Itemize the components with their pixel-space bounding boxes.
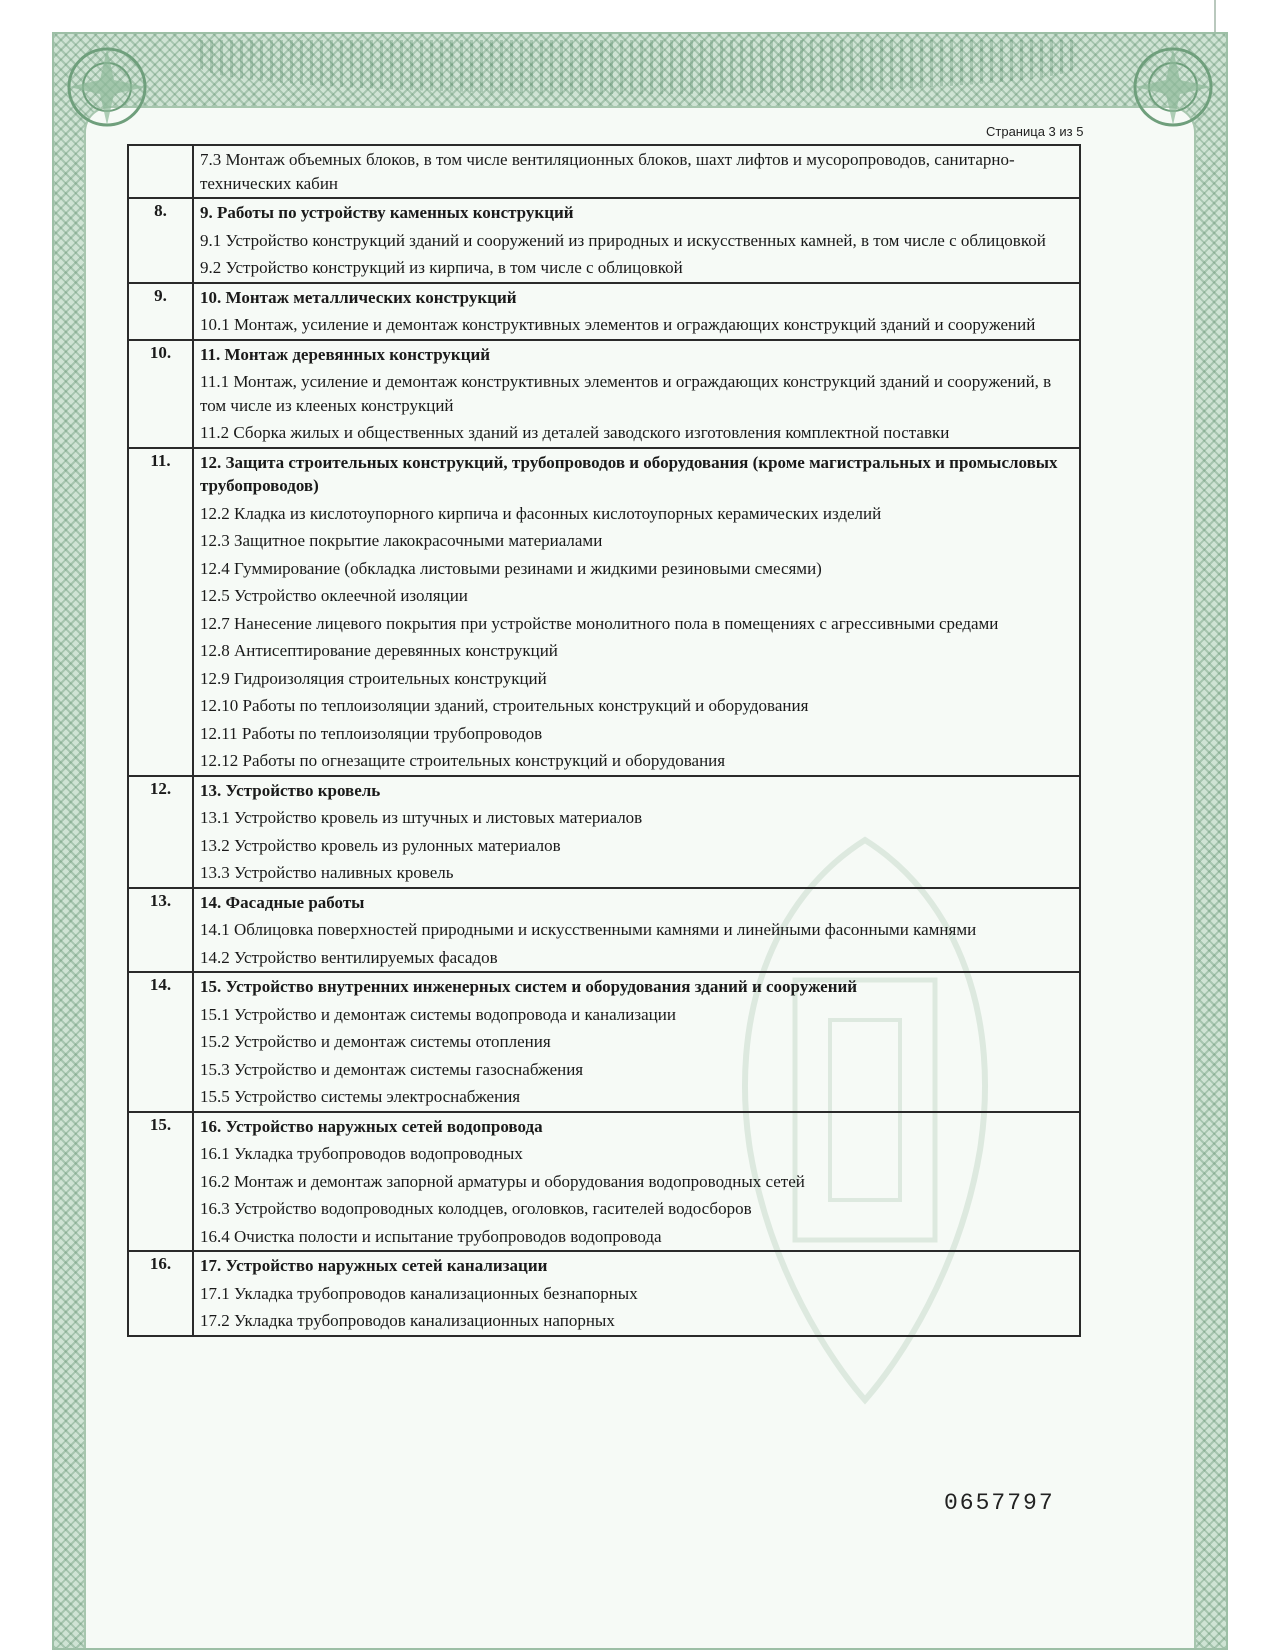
row-content — [193, 1251, 1080, 1336]
work-item: 12.4 Гуммирование (обкладка листовыми резинами и жидкими резиновыми смесями) — [200, 558, 822, 578]
table-row — [128, 1251, 1080, 1336]
work-item: 13.2 Устройство кровель из рулонных материалов — [200, 835, 561, 855]
table-row — [128, 198, 1080, 283]
work-item: 16.3 Устройство водопроводных колодцев, оголовков, гасителей водосборов — [200, 1199, 752, 1218]
section-title: 16. Устройство наружных сетей водопровода — [200, 1116, 543, 1136]
row-content — [193, 1112, 1080, 1252]
row-number: 14. — [128, 972, 193, 1112]
table-row — [128, 972, 1080, 1112]
table-row — [128, 283, 1080, 340]
row-number: 10. — [128, 340, 193, 448]
table-row — [128, 145, 1080, 198]
work-item: 12.10 Работы по теплоизоляции зданий, строительных конструкций и оборудования — [200, 696, 809, 715]
row-content — [193, 448, 1080, 776]
row-number: 9. — [128, 283, 193, 340]
table-row — [128, 776, 1080, 888]
section-title: 17. Устройство наружных сетей канализации — [200, 1256, 548, 1275]
work-item: 16.2 Монтаж и демонтаж запорной арматуры и оборудования водопроводных сетей — [200, 1171, 805, 1191]
work-item: 9.2 Устройство конструкций из кирпича, в том числе с облицовкой — [200, 258, 683, 277]
work-item: 12.5 Устройство оклеечной изоляции — [200, 586, 468, 605]
page-number: Страница 3 из 5 — [986, 124, 1084, 139]
section-title: 10. Монтаж металлических конструкций — [200, 287, 517, 307]
work-item: 12.9 Гидроизоляция строительных конструкций — [200, 668, 547, 688]
section-title: 12. Защита строительных конструкций, трубопроводов и оборудования (кроме магистральных и промысловых трубопроводов) — [200, 452, 1058, 495]
guilloche-top-band — [200, 40, 1076, 94]
row-number: 12. — [128, 776, 193, 888]
row-content — [193, 198, 1080, 283]
table-row — [128, 340, 1080, 448]
work-item: 17.2 Укладка трубопроводов канализационных напорных — [200, 1311, 615, 1330]
work-item: 11.1 Монтаж, усиление и демонтаж конструктивных элементов и ограждающих конструкций зданий и сооружений, в том числе из клееных конструкций — [200, 372, 1052, 415]
ornament-corner-icon — [1118, 32, 1228, 142]
work-item: 7.3 Монтаж объемных блоков, в том числе вентиляционных блоков, шахт лифтов и мусоропроводов, санитарно-технических кабин — [200, 150, 1015, 193]
row-content — [193, 145, 1080, 198]
work-item: 12.12 Работы по огнезащите строительных конструкций и оборудования — [200, 751, 726, 770]
work-item: 15.2 Устройство и демонтаж системы отопления — [200, 1032, 551, 1051]
row-content — [193, 283, 1080, 340]
work-item: 13.1 Устройство кровель из штучных и листовых материалов — [200, 808, 643, 827]
row-number: 15. — [128, 1112, 193, 1252]
row-number: 16. — [128, 1251, 193, 1336]
work-item: 15.1 Устройство и демонтаж системы водопровода и канализации — [200, 1004, 676, 1024]
work-item: 12.7 Нанесение лицевого покрытия при устройстве монолитного пола в помещениях с агрессивными средами — [200, 613, 999, 633]
section-title: 14. Фасадные работы — [200, 892, 365, 912]
ornament-corner-icon — [52, 32, 162, 142]
row-content — [193, 888, 1080, 973]
row-number: 8. — [128, 198, 193, 283]
serial-number: 0657797 — [944, 1490, 1055, 1516]
row-content — [193, 972, 1080, 1112]
work-item: 12.8 Антисептирование деревянных конструкций — [200, 641, 558, 660]
work-item: 15.5 Устройство системы электроснабжения — [200, 1087, 521, 1106]
work-item: 12.2 Кладка из кислотоупорного кирпича и фасонных кислотоупорных керамических изделий — [200, 503, 882, 523]
row-number — [128, 145, 193, 198]
row-content — [193, 340, 1080, 448]
work-item: 14.1 Облицовка поверхностей природными и искусственными камнями и линейными фасонными камнями — [200, 920, 977, 939]
table-row — [128, 1112, 1080, 1252]
work-item: 16.1 Укладка трубопроводов водопроводных — [200, 1144, 523, 1163]
work-item: 13.3 Устройство наливных кровель — [200, 863, 454, 882]
row-number: 13. — [128, 888, 193, 973]
section-title: 15. Устройство внутренних инженерных систем и оборудования зданий и сооружений — [200, 977, 858, 996]
section-title: 9. Работы по устройству каменных конструкций — [200, 203, 574, 222]
work-item: 16.4 Очистка полости и испытание трубопроводов водопровода — [200, 1226, 662, 1246]
row-number: 11. — [128, 448, 193, 776]
work-item: 10.1 Монтаж, усиление и демонтаж конструктивных элементов и ограждающих конструкций зданий и сооружений — [200, 315, 1036, 334]
work-item: 12.3 Защитное покрытие лакокрасочными материалами — [200, 531, 603, 550]
work-item: 15.3 Устройство и демонтаж системы газоснабжения — [200, 1059, 584, 1079]
section-title: 11. Монтаж деревянных конструкций — [200, 344, 491, 364]
table-row — [128, 448, 1080, 776]
work-item: 12.11 Работы по теплоизоляции трубопроводов — [200, 723, 543, 743]
work-types-table — [127, 144, 1081, 1337]
work-item: 14.2 Устройство вентилируемых фасадов — [200, 947, 498, 967]
table-row — [128, 888, 1080, 973]
work-item: 17.1 Укладка трубопроводов канализационных безнапорных — [200, 1283, 638, 1303]
row-content — [193, 776, 1080, 888]
work-item: 11.2 Сборка жилых и общественных зданий из деталей заводского изготовления комплектной поставки — [200, 423, 950, 442]
work-item: 9.1 Устройство конструкций зданий и сооружений из природных и искусственных камней, в том числе с облицовкой — [200, 230, 1046, 250]
section-title: 13. Устройство кровель — [200, 780, 381, 800]
